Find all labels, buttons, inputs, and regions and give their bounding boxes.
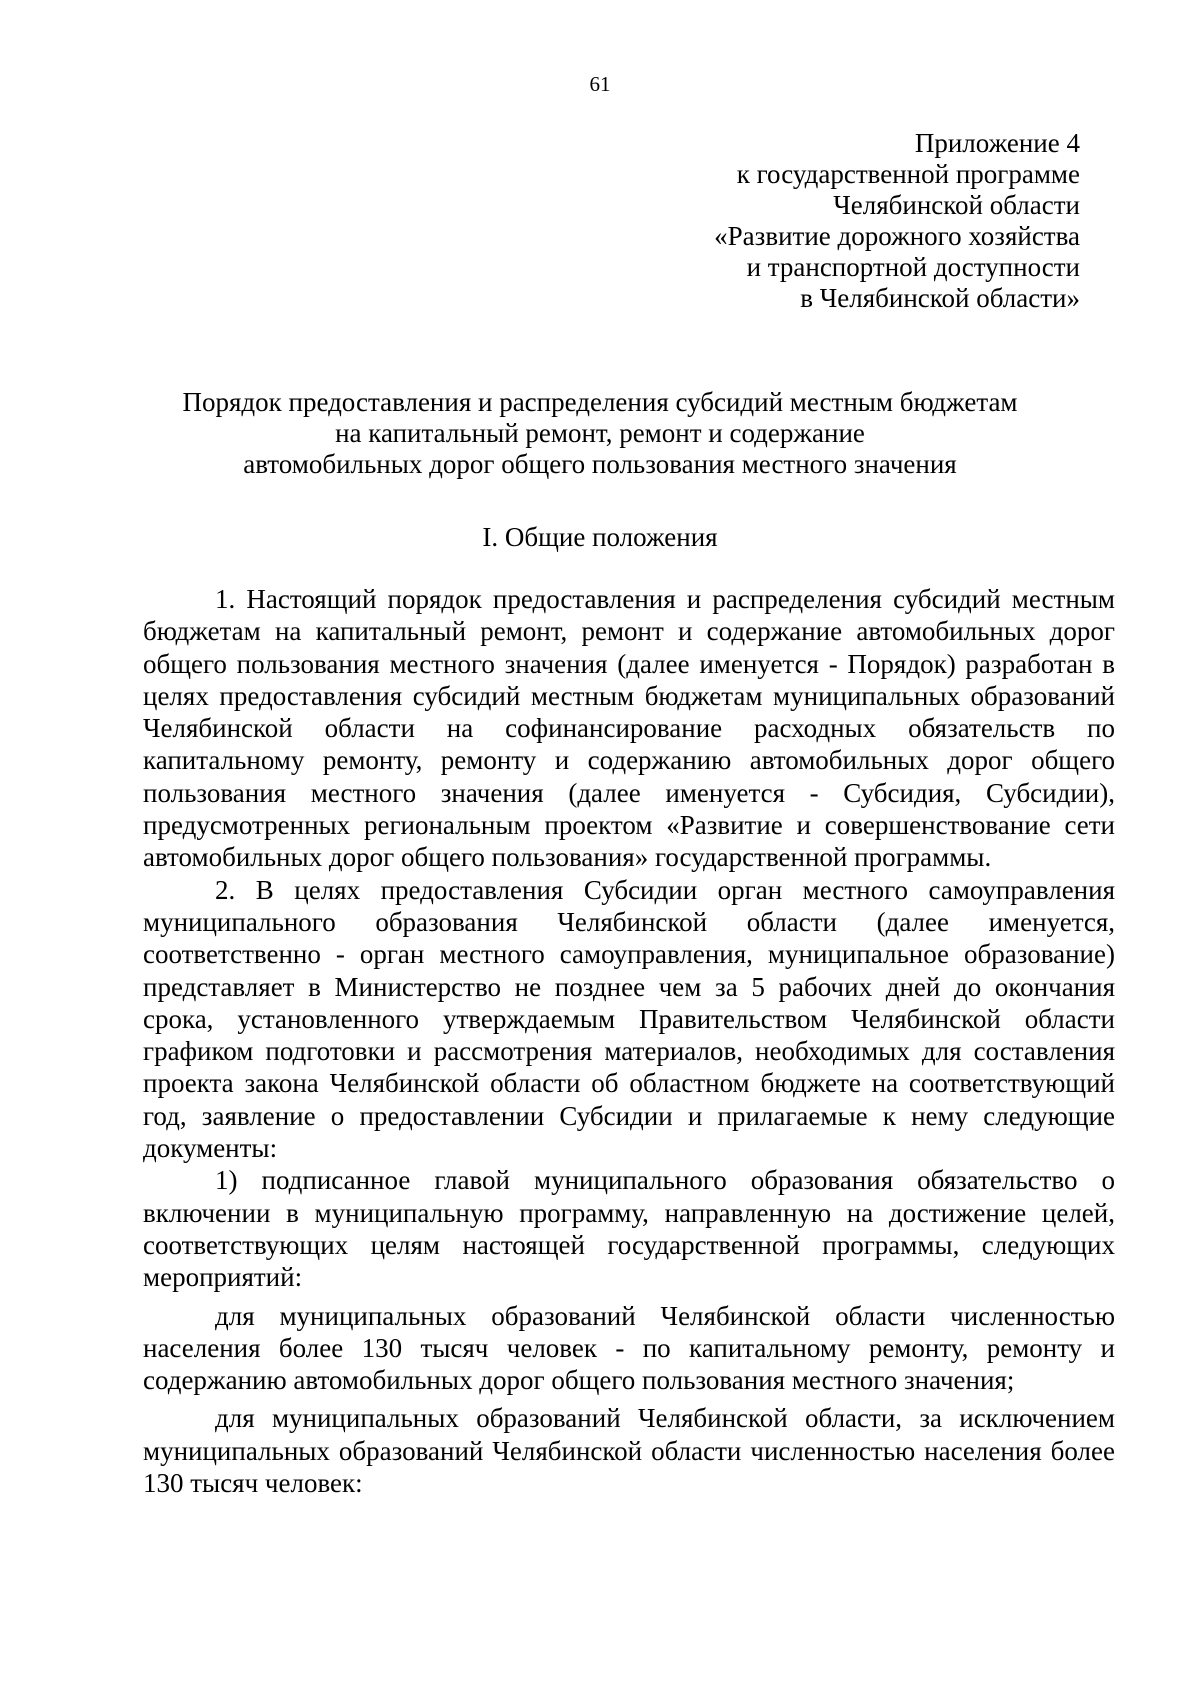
- paragraph: для муниципальных образований Челябинской области численностью населения более 130 тысяч человек - по капитальному ремонту, ремонту и содержанию автомобильных дорог общего пользования местного значения;: [143, 1300, 1115, 1396]
- appendix-line: Приложение 4: [914, 128, 1080, 158]
- appendix-line: в Челябинской области»: [800, 283, 1080, 313]
- appendix-header: [520, 128, 1080, 314]
- paragraph: 1) подписанное главой муниципального образования обязательство о включении в муниципальную программу, направленную на достижение целей, соответствующих целям настоящей государственной программы, следующих мероприятий:: [143, 1165, 1115, 1293]
- paragraph: 1. Настоящий порядок предоставления и распределения субсидий местным бюджетам на капитальный ремонт, ремонт и содержание автомобильных дорог общего пользования местного значения (далее именуется - Порядок) разработан в целях предоставления субсидий местным бюджетам муниципальных образований Челябинской области на софинансирование расходных обязательств по капитальному ремонту, ремонту и содержанию автомобильных дорог общего пользования местного значения (далее именуется - Субсидия, Субсидии), предусмотренных региональным проектом «Развитие и совершенствование сети автомобильных дорог общего пользования» государственной программы.: [143, 584, 1115, 873]
- page-number: 61: [589, 72, 611, 96]
- appendix-line: и транспортной доступности: [746, 252, 1080, 282]
- paragraph: для муниципальных образований Челябинской области, за исключением муниципальных образований Челябинской области численностью населения более 130 тысяч человек:: [143, 1403, 1115, 1499]
- appendix-line: Челябинской области: [833, 190, 1080, 220]
- appendix-line: к государственной программе: [736, 159, 1080, 189]
- paragraph: 2. В целях предоставления Субсидии орган местного самоуправления муниципального образования Челябинской области (далее именуется, соответственно - орган местного самоуправления, муниципальное образование) представляет в Министерство не позднее чем за 5 рабочих дней до окончания срока, установленного утверждаемым Правительством Челябинской области графиком подготовки и рассмотрения материалов, необходимых для составления проекта закона Челябинской области об областном бюджете на соответствующий год, заявление о предоставлении Субсидии и прилагаемые к нему следующие документы:: [143, 874, 1115, 1164]
- appendix-line: «Развитие дорожного хозяйства: [714, 221, 1080, 251]
- title-line: Порядок предоставления и распределения субсидий местным бюджетам: [182, 387, 1018, 417]
- section-heading: I. Общие положения: [482, 522, 718, 552]
- document-body: [143, 583, 1115, 1499]
- title-line: автомобильных дорог общего пользования местного значения: [243, 449, 957, 479]
- document-title: [140, 387, 1060, 480]
- title-line: на капитальный ремонт, ремонт и содержание: [335, 418, 865, 448]
